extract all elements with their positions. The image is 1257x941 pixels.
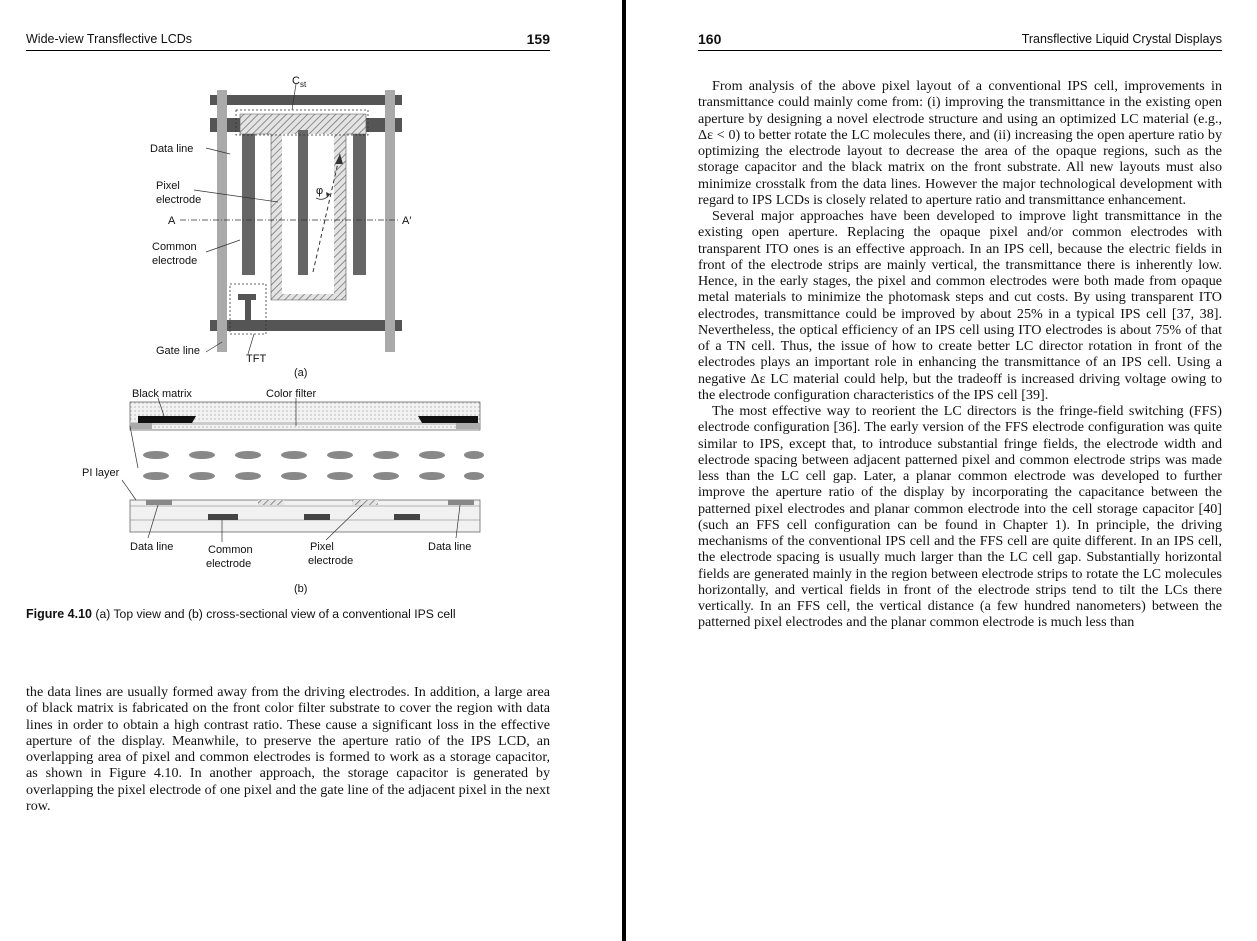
label-common-electrode-2: electrode bbox=[152, 255, 198, 267]
pixel-electrode-section-2 bbox=[352, 500, 378, 505]
running-header bbox=[26, 32, 550, 51]
label-data-line-left: Data line bbox=[130, 541, 174, 553]
storage-capacitor-bar bbox=[210, 95, 402, 105]
left-paragraph: the data lines are usually formed away from the driving electrodes. In addition, a large area of black matrix is fabricated on the front color filter substrate to cover the region with data lines in order to obtain a high contrast ratio. These cause a significant loss in the effective aperture of the display. Meanwhile, to preserve the aperture ratio of the IPS LCD, an overlapping area of pixel and common electrodes is formed to work as a storage capacitor, as shown in Figure 4.10. In another approach, the storage capacitor is generated by overlapping the pixel electrode of one pixel and the gate line of the adjacent pixel in the next row. bbox=[26, 684, 550, 814]
figure-caption-text: (a) Top view and (b) cross-sectional view of a conventional IPS cell bbox=[95, 607, 456, 621]
page-number: 159 bbox=[526, 31, 550, 47]
page-gutter bbox=[622, 0, 626, 941]
pixel-electrode-section-1 bbox=[258, 500, 284, 505]
common-electrode-strip-3 bbox=[353, 130, 366, 275]
paragraph-1: From analysis of the above pixel layout of a conventional IPS cell, improvements in transmittance could mainly come from: (i) improving the transmittance in the existing open aperture by designing a novel electrode structure and using an optimized LC material (e.g., Δε < 0) to better rotate the LC molecules there, and (ii) increasing the open aperture ratio by optimizing the electrode layout to decrease the area of the opaque regions, such as the storage capacitor and the black matrix on the front substrate. All new layouts must also minimize crosstalk from the data lines. However the major technological development with regard to IPS LCDs is closely related to aperture ratio and transmittance enhancement. bbox=[698, 78, 1222, 208]
gate-line-bar bbox=[210, 320, 402, 331]
label-sub-a: (a) bbox=[294, 367, 308, 379]
label-tft: TFT bbox=[246, 353, 267, 365]
figure-4-10 bbox=[26, 70, 556, 610]
label-cst: $C_{st}$ bbox=[292, 75, 307, 89]
ips-cell-diagram bbox=[26, 70, 556, 610]
figure-caption-label: Figure 4.10 bbox=[26, 607, 92, 621]
data-line-right bbox=[385, 90, 395, 352]
lc-molecules bbox=[143, 451, 484, 480]
label-a-prime: A′ bbox=[402, 215, 412, 227]
right-page bbox=[628, 0, 1257, 941]
paragraph-2: Several major approaches have been developed to improve light transmittance in the existing open aperture. Replacing the opaque pixel and/or common electrodes with transparent ITO ones is an effective approach. In an IPS cell, because the electric fields in front of the electrode strips are mainly vertical, the transmittance there is inherently low. Hence, in the early stages, the pixel and common electrodes were both made from opaque metal materials to minimize the photomask steps and cut costs. By using transparent ITO electrodes, transmittance could be improved by about 25% in a typical IPS cell [37, 38]. Nevertheless, the optical efficiency of an IPS cell using ITO electrodes is about 75% of that of a TN cell. Thus, the issue of how to create better LC director rotation in front of the electrodes plays an important role in enhancing the transmittance of an IPS cell. Using a negative Δε LC material could help, but the tradeoff is increased driving voltage owing to the electrode configuration characteristics of the IPS cell [39]. bbox=[698, 208, 1222, 403]
label-pixel-electrode-1: Pixel bbox=[156, 180, 180, 192]
black-matrix-left bbox=[138, 416, 196, 423]
label-common-electrode-b-1: Common bbox=[208, 544, 253, 556]
label-pixel-electrode-b-2: electrode bbox=[308, 555, 354, 567]
running-header-title: Transflective Liquid Crystal Displays bbox=[1021, 32, 1222, 46]
data-line-left-electrode bbox=[146, 500, 172, 505]
label-color-filter: Color filter bbox=[266, 388, 317, 400]
data-line-right-electrode bbox=[448, 500, 474, 505]
data-line-left bbox=[217, 90, 227, 352]
common-electrode-section-1 bbox=[208, 514, 238, 520]
label-a: A bbox=[168, 215, 176, 227]
label-phi: φ bbox=[316, 185, 324, 197]
paragraph-3: The most effective way to reorient the LC directors is the fringe-field switching (FFS) electrode configuration [36]. The early version of the FFS electrode configuration was quite similar to IPS, except that, to introduce substantial fringe fields, the electrode width and electrode spacing between adjacent patterned pixel and common electrode strips was made less than the LC cell gap. Later, a planar common electrode was developed to further improve the aperture ratio of the display by incorporating the capacitance between the patterned pixel electrodes and planar common electrode into the cell storage capacitor [40] (such an FFS cell configuration can be found in Chapter 1). In principle, the driving mechanisms of the conventional IPS cell and the FFS cell are quite different. In an IPS cell, the electrode spacing is usually much larger than the LC cell gap. Substantially horizontal fields are generated mainly in the region between electrode strips to rotate the LC molecules horizontally, and vertical fields in front of the electrode strips tend to tilt the LCs there vertically. In an FFS cell, the vertical distance (a few hundred nanometers) between the patterned pixel electrodes and the planar common electrode is much less than bbox=[698, 403, 1222, 631]
page-number: 160 bbox=[698, 31, 722, 47]
label-sub-b: (b) bbox=[294, 583, 308, 595]
common-electrode-section-3 bbox=[394, 514, 420, 520]
top-view bbox=[150, 75, 411, 379]
common-electrode-section-2 bbox=[304, 514, 330, 520]
label-common-electrode-b-2: electrode bbox=[206, 558, 252, 570]
black-matrix-right bbox=[418, 416, 478, 423]
label-data-line: Data line bbox=[150, 143, 194, 155]
label-pixel-electrode-2: electrode bbox=[156, 194, 202, 206]
cross-section-view bbox=[82, 388, 484, 595]
label-common-electrode-1: Common bbox=[152, 241, 197, 253]
running-header-title: Wide-view Transflective LCDs bbox=[26, 32, 193, 46]
label-data-line-right: Data line bbox=[428, 541, 472, 553]
figure-caption bbox=[26, 607, 566, 621]
label-pixel-electrode-b-1: Pixel bbox=[310, 541, 334, 553]
label-gate-line: Gate line bbox=[156, 345, 201, 357]
left-page bbox=[0, 0, 622, 941]
label-black-matrix: Black matrix bbox=[132, 388, 192, 400]
right-body-text bbox=[698, 78, 1222, 631]
common-electrode-strip-1 bbox=[242, 130, 255, 275]
left-body-text bbox=[26, 684, 550, 814]
running-header bbox=[698, 32, 1222, 51]
label-pi-layer: PI layer bbox=[82, 467, 120, 479]
